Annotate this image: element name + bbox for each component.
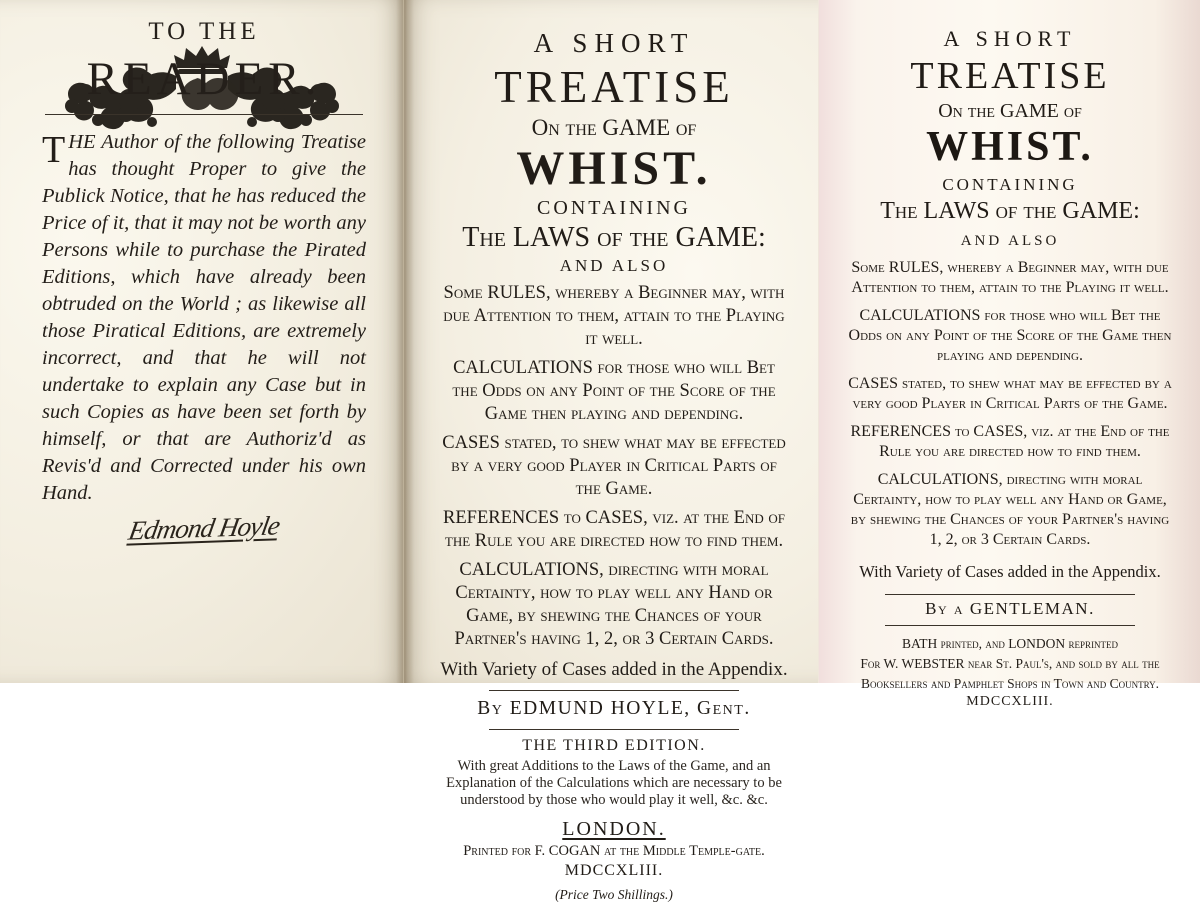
title-edition-note: With great Additions to the Laws of the Game, and an Explanation of the Calculations which are necessary to be understood by those who would play it well, &c. &c. [446,758,782,808]
leaf-imprint-line-two: For W. WEBSTER near St. Paul's, and sold by all the [860,656,1160,671]
title-line-containing: CONTAINING [537,197,691,219]
title-date-line: MDCCXLIII. [564,862,664,879]
leaf-date-line: MDCCXLIII. [966,694,1054,709]
title-line-treatise: TREATISE [494,62,734,112]
page-to-the-reader [0,0,404,683]
to-the-heading: TO THE [148,18,260,45]
title-line-whist: WHIST. [516,142,712,195]
leaf-imprint-line-one: BATH printed, and LONDON reprinted [901,636,1119,651]
leaf-block-calculations-two: CALCULATIONS, directing with moral Certainty, how to play well any Hand or Game, by shewing the Chances of your Partner's having 1, 2, or 3 Certain Cards. [850,471,1170,548]
title-line-laws: The LAWS of the GAME: [462,222,766,253]
leaf-line-variety: With Variety of Cases added in the Appendix. [859,562,1161,581]
leaf-line-containing: CONTAINING [942,175,1078,194]
leaf-imprint-line-three: Booksellers and Pamphlet Shops in Town and Country. [860,676,1160,691]
title-line-on-the-game: On the GAME of [531,115,697,140]
leaf-block-references: REFERENCES to CASES, viz. at the End of the Rule you are directed how to find them. [850,423,1170,460]
title-line-a-short: A SHORT [533,28,695,58]
title-block-cases: CASES stated, to shew what may be effected by a very good Player in Critical Parts of the Game. [442,433,786,499]
reader-body-text: HE Author of the following Treatise has thought Proper to give the Publick Notice, that he has reduced the Price of it, that it may not be worth any Persons while to purchase the Pirated Editions, which have already been obtruded on the World ; as likewise all those Piratical Editions, are extremely incorrect, and that he will not undertake to explain any Case but in such Copies as have been set forth by himself, or that are Authoriz'd as Revis'd and Corrected under his own Hand. [42,131,366,504]
title-page-text-block [440,14,788,903]
leaf-divider-two [885,625,1135,626]
leaf-line-a-short: A SHORT [943,26,1077,51]
reader-address-text-block [42,0,366,544]
leaf-line-treatise: TREATISE [910,55,1110,97]
title-line-variety: With Variety of Cases added in the Appendix. [440,659,788,680]
author-signature: Edmond Hoyle [126,510,282,546]
title-author-line: By EDMUND HOYLE, Gent. [477,698,751,719]
title-place-of-publication: LONDON. [562,818,666,840]
leaf-block-cases: CASES stated, to shew what may be effected by a very good Player in Critical Parts of the Game. [848,375,1172,412]
leaf-block-rules: Some RULES, whereby a Beginner may, with due Attention to them, attain to the Playing it well. [851,259,1169,296]
leaf-author-line: By a GENTLEMAN. [925,599,1095,618]
reader-body-paragraph [42,129,366,507]
leaf-text-block [845,18,1175,710]
leaf-line-whist: WHIST. [926,124,1094,170]
leaf-line-and-also: AND ALSO [960,233,1060,249]
title-divider-two [489,729,739,730]
leaf-line-laws: The LAWS of the GAME: [880,198,1140,224]
title-price-line: (Price Two Shillings.) [555,887,673,902]
page-title [404,0,818,902]
title-divider-one [489,690,739,691]
leaf-block-calculations: CALCULATIONS for those who will Bet the Odds on any Point of the Score of the Game then playing and depending. [848,307,1172,364]
leaf-divider-one [885,594,1135,595]
title-block-rules: Some RULES, whereby a Beginner may, with due Attention to them, attain to the Playing it well. [443,283,785,349]
title-edition-line: THE THIRD EDITION. [522,737,706,754]
heading-divider [45,114,363,115]
drop-cap: T [42,129,66,171]
pirated-edition-title-leaf [818,0,1200,709]
title-block-calculations-two: CALCULATIONS, directing with moral Certainty, how to play well any Hand or Game, by shewing the Chances of your Partner's having 1, 2, or 3 Certain Cards. [454,560,774,649]
title-block-references: REFERENCES to CASES, viz. at the End of the Rule you are directed how to find them. [443,508,785,551]
title-block-calculations: CALCULATIONS for those who will Bet the Odds on any Point of the Score of the Game then playing and depending. [452,358,776,424]
reader-heading: READER. [86,53,322,105]
title-imprint-line: Printed for F. COGAN at the Middle Temple-gate. [463,843,765,859]
title-line-and-also: AND ALSO [559,256,669,275]
leaf-line-on-the-game: On the GAME of [938,100,1082,122]
